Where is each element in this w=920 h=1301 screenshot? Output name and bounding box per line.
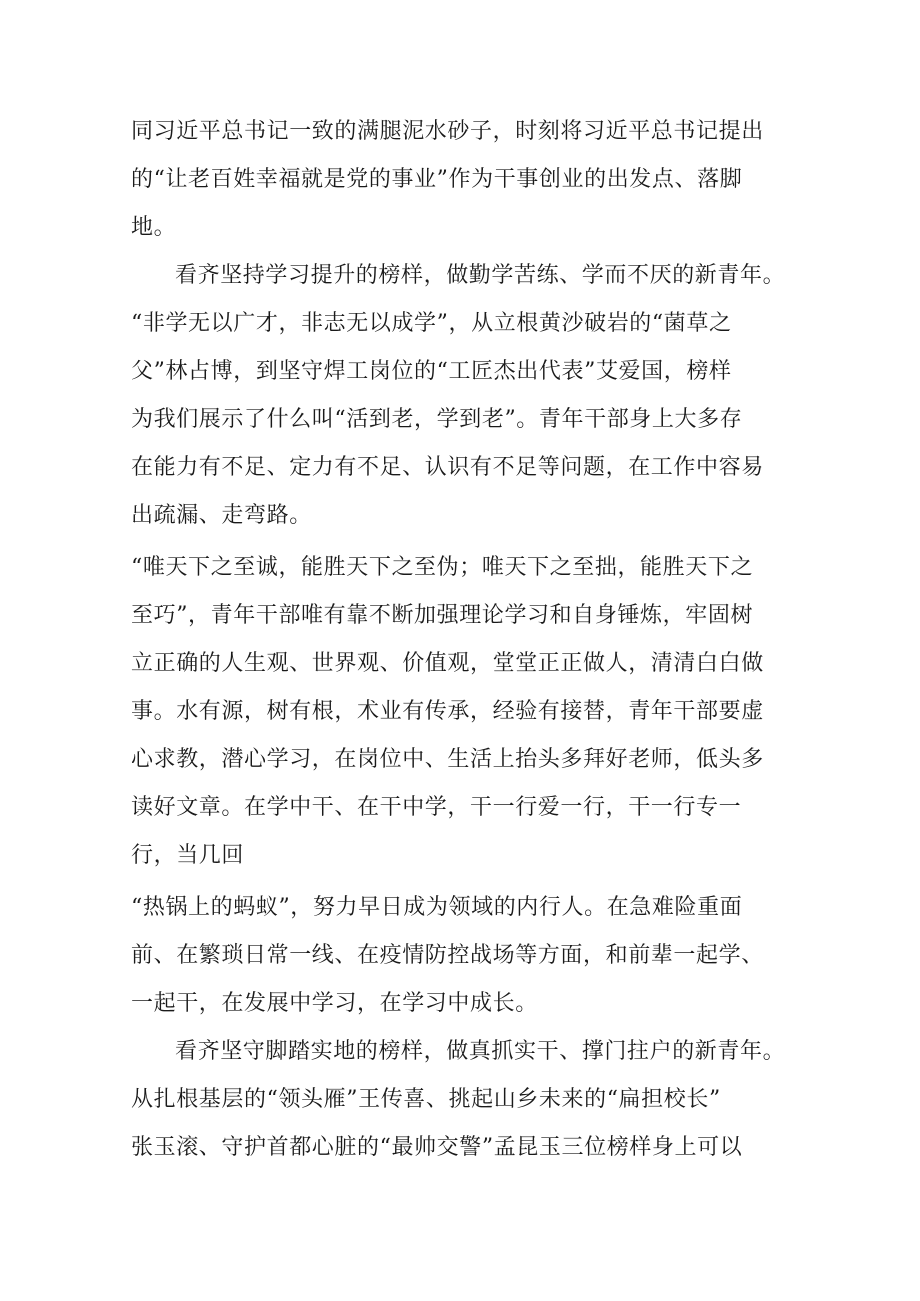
text-line: “非学无以广才，非志无以成学”，从立根黄沙破岩的“菌草之	[131, 311, 732, 336]
paragraph-first-line: 看齐坚持学习提升的榜样，做勤学苦练、学而不厌的新青年。	[175, 263, 786, 288]
text-line: 同习近平总书记一致的满腿泥水砂子，时刻将习近平总书记提出	[131, 119, 764, 144]
text-line: 从扎根基层的“领头雁”王传喜、挑起山乡未来的“扁担校长”	[131, 1087, 721, 1112]
text-line: 地。	[131, 215, 177, 240]
text-line: 一起干，在发展中学习，在学习中成长。	[131, 991, 538, 1016]
text-line: 立正确的人生观、世界观、价值观，堂堂正正做人，清清白白做	[131, 651, 764, 676]
text-line: 心求教，潜心学习，在岗位中、生活上抬头多拜好老师，低头多	[131, 747, 764, 772]
text-line: 为我们展示了什么叫“活到老，学到老”。青年干部身上大多存	[131, 407, 743, 432]
text-line: “唯天下之至诚，能胜天下之至伪；唯天下之至拙，能胜天下之	[131, 555, 754, 580]
text-line: “热锅上的蚂蚁”，努力早日成为领域的内行人。在急难险重面	[131, 895, 743, 920]
text-line: 出疏漏、走弯路。	[131, 503, 312, 528]
text-line: 张玉滚、守护首都心脏的“最帅交警”孟昆玉三位榜样身上可以	[131, 1135, 743, 1160]
text-line: 父”林占博，到坚守焊工岗位的“工匠杰出代表”艾爱国，榜样	[131, 359, 732, 384]
text-line: 行，当几回	[131, 843, 245, 868]
text-line: 读好文章。在学中干、在干中学，干一行爱一行，干一行专一	[131, 795, 742, 820]
text-line: 在能力有不足、定力有不足、认识有不足等问题，在工作中容易	[131, 455, 764, 480]
text-line: 事。水有源，树有根，术业有传承，经验有接替，青年干部要虚	[131, 699, 764, 724]
paragraph-first-line: 看齐坚守脚踏实地的榜样，做真抓实干、撑门拄户的新青年。	[175, 1039, 786, 1064]
text-line: 的“让老百姓幸福就是党的事业”作为干事创业的出发点、落脚	[131, 167, 743, 192]
text-line: 至巧”，青年干部唯有靠不断加强理论学习和自身锤炼，牢固树	[131, 603, 754, 628]
text-line: 前、在繁琐日常一线、在疫情防控战场等方面，和前辈一起学、	[131, 943, 764, 968]
